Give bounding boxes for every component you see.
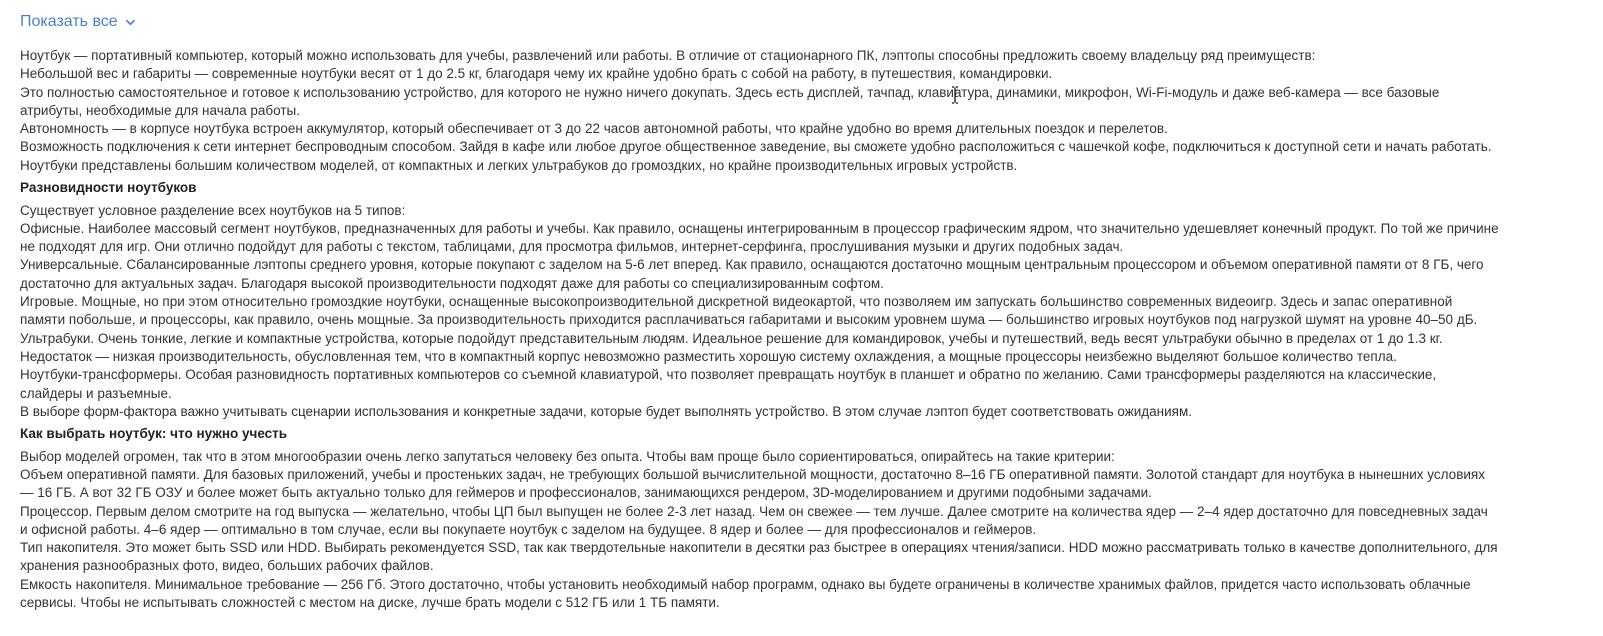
types-heading: Разновидности ноутбуков — [20, 179, 197, 195]
types-line: Существует условное разделение всех ноутбуков на 5 типов: — [20, 202, 406, 218]
types-line: Игровые. Мощные, но при этом относительно громоздкие ноутбуки, оснащенные высокопроизводительной дискретной видеокартой, что позволяем им запускать большинство современных видеоигр. Здесь и запас оперативной — [20, 294, 1453, 310]
text-cursor-icon — [950, 86, 960, 104]
intro-line: Возможность подключения к сети интернет беспроводным способом. Зайдя в кафе или любое другое общественное заведение, вы сможете удобно расположиться с чашечкой кофе, подключиться к доступной сети и начать работать. — [20, 139, 1492, 155]
types-line: слайдеры и разъемные. — [20, 385, 172, 401]
intro-line: Это полностью самостоятельное и готовое к использованию устройство, для которого не нужно ничего докупать. Здесь есть дисплей, тачпад, клавиатура, динамики, микрофон, Wi-Fi-модуль и даже веб-камера — все базовые — [20, 84, 1440, 100]
types-line: Недостаток — низкая производительность, обусловленная тем, что в компактный корпус невозможно разместить хорошую систему охлаждения, а мощные процессоры неизбежно выделяют большое количество тепла. — [20, 348, 1397, 364]
choose-line: Объем оперативной памяти. Для базовых приложений, учебы и простеньких задач, не требующих большой вычислительной мощности, достаточно 8–16 ГБ оперативной памяти. Золотой стандарт для ноутбука в нынешних условиях — [20, 466, 1485, 482]
types-line: Офисные. Наиболее массовый сегмент ноутбуков, предназначенных для работы и учебы. Как правило, оснащены интегрированным в процессор графическим ядром, что значительно удешевляет конечный продукт. По той же причине — [20, 220, 1499, 236]
article-content — [20, 47, 1603, 612]
types-line: памяти побольше, и процессоры, как правило, очень мощные. За производительность приходится расплачиваться габаритами и высоким уровнем шума — большинство игровых ноутбуков под нагрузкой шумят на уровне 40–50 дБ. — [20, 312, 1478, 328]
choose-line: Процессор. Первым делом смотрите на год выпуска — желательно, чтобы ЦП был выпущен не более 2-3 лет назад. Чем он свежее — тем лучше. Далее смотрите на количества ядер — 2–4 ядер достаточно для повседневных задач — [20, 503, 1488, 519]
choose-line: и офисной работы. 4–6 ядер — оптимально в том случае, если вы покупаете ноутбук с заделом на будущее. 8 ядер и более — для профессионалов и геймеров. — [20, 521, 1037, 537]
intro-line: атрибуты, необходимые для начала работы. — [20, 102, 300, 118]
types-line: не подходят для игр. Они отлично подойдут для работы с текстом, таблицами, для просмотра фильмов, интернет-серфинга, прослушивания музыки и других подобных задач. — [20, 239, 1124, 255]
choose-line: Тип накопителя. Это может быть SSD или HDD. Выбирать рекомендуется SSD, так как твердотельные накопители в десятки раз быстрее в операциях чтения/записи. HDD можно рассматривать только в качестве дополнительного, для — [20, 540, 1498, 556]
types-line: Ноутбуки-трансформеры. Особая разновидность портативных компьютеров со съемной клавиатурой, что позволяет превращать ноутбук в планшет и обратно по желанию. Сами трансформеры разделяются на классические, — [20, 367, 1437, 383]
intro-line: Небольшой вес и габариты — современные ноутбуки весят от 1 до 2.5 кг, благодаря чему их крайне удобно брать с собой на работу, в путешествия, командировки. — [20, 66, 1053, 82]
intro-line: Автономность — в корпусе ноутбука встроен аккумулятор, который обеспечивает от 3 до 22 часов автономной работы, что крайне удобно во время длительных поездок и перелетов. — [20, 121, 1168, 137]
show-all-link[interactable] — [20, 10, 136, 34]
choose-section — [20, 448, 1603, 613]
types-line: В выборе форм-фактора важно учитывать сценарии использования и конкретные задачи, которые будет выполнять устройство. В этом случае лэптоп будет соответствовать ожиданиям. — [20, 403, 1193, 419]
intro-line: Ноутбуки представлены большим количеством моделей, от компактных и легких ультрабуков до громоздких, но крайне производительных игровых устройств. — [20, 157, 1018, 173]
intro-line: Ноутбук — портативный компьютер, который можно использовать для учебы, развлечений или работы. В отличие от стационарного ПК, лэптопы способны предложить своему владельцу ряд преимуществ: — [20, 48, 1316, 63]
choose-line: Емкость накопителя. Минимальное требование — 256 Гб. Этого достаточно, чтобы установить необходимый набор программ, однако вы будете ограничены в количестве хранимых файлов, придется часто использовать облачные — [20, 576, 1471, 592]
choose-line: хранения разнообразных фото, видео, больших рабочих файлов. — [20, 558, 434, 574]
intro-section — [20, 47, 1603, 175]
show-all-label: Показать все — [20, 13, 118, 30]
types-line: Универсальные. Сбалансированные лэптопы среднего уровня, которые покупают с заделом на 5-6 лет вперед. Как правило, оснащаются достаточно мощным центральным процессором и объемом оперативной памяти от 8 ГБ, чего — [20, 257, 1484, 273]
choose-line: Выбор моделей огромен, так что в этом многообразии очень легко запутаться человеку без опыта. Чтобы вам проще было сориентироваться, опирайтесь на такие критерии: — [20, 448, 1115, 464]
choose-line: сервисы. Чтобы не испытывать сложностей с местом на диске, лучше брать модели с 512 ГБ или 1 ТБ памяти. — [20, 595, 720, 611]
types-line: достаточно для актуальных задач. Благодаря высокой производительности подходят даже для работы со специализированным софтом. — [20, 275, 884, 291]
types-line: Ультрабуки. Очень тонкие, легкие и компактные устройства, которые подойдут представительным людям. Идеальное решение для командировок, учебы и путешествий, ведь весят ультрабуки обычно в пределах от 1 до 1.3 кг. — [20, 330, 1443, 346]
choose-heading: Как выбрать ноутбук: что нужно учесть — [20, 425, 288, 441]
choose-line: — 16 ГБ. А вот 32 ГБ ОЗУ и более может быть актуально только для геймеров и профессионалов, занимающихся рендером, 3D-моделированием и другими подобными задачами. — [20, 485, 1152, 501]
types-section — [20, 202, 1603, 422]
chevron-down-icon — [125, 17, 136, 28]
